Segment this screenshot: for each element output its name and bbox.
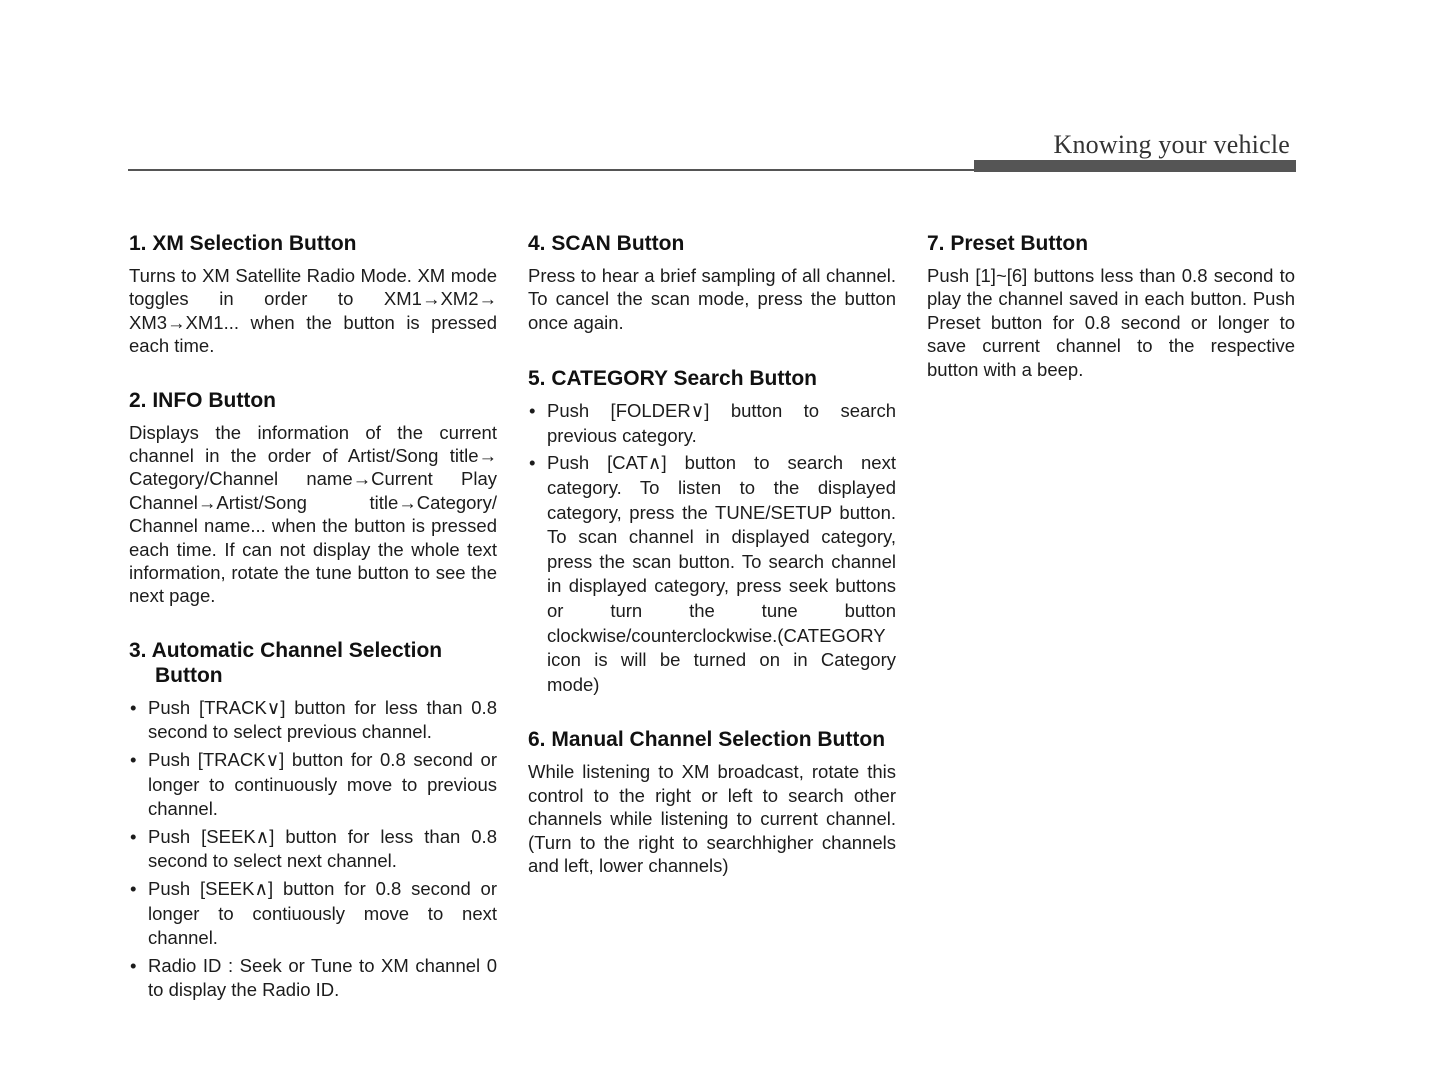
section-body: Push [1]~[6] buttons less than 0.8 second to play the channel saved in each button. Push Preset button for 0.8 second or longer to save current channel to the respective button with a beep. bbox=[927, 265, 1295, 380]
page-header-title: Knowing your vehicle bbox=[1053, 130, 1290, 159]
list-item bbox=[129, 696, 497, 745]
bullet-list bbox=[129, 696, 497, 1003]
list-item-text: Radio ID : Seek or Tune to XM channel 0 to display the Radio ID. bbox=[148, 954, 497, 1001]
bullet-dot: • bbox=[130, 749, 137, 771]
section-body: Turns to XM Satellite Radio Mode. XM mode toggles in order to XM1→XM2→ XM3→XM1... when the button is pressed each time. bbox=[129, 265, 497, 357]
column-2 bbox=[528, 231, 896, 907]
list-item-text: Push [SEEK∧] button for less than 0.8 second to select next channel. bbox=[148, 825, 497, 872]
list-item bbox=[129, 877, 497, 951]
section-title: 1. XM Selection Button bbox=[129, 232, 357, 255]
section-body: While listening to XM broadcast, rotate this control to the right or left to search other channels while listening to current channel. (Turn to the right to searchhigher channels and left, lower channels) bbox=[528, 761, 896, 876]
bullet-list bbox=[528, 399, 896, 697]
list-item-text: Push [TRACK∨] button for less than 0.8 second to select previous channel. bbox=[148, 696, 497, 743]
section-scan-button bbox=[528, 231, 896, 334]
section-info-button bbox=[129, 388, 497, 608]
section-title: 7. Preset Button bbox=[927, 232, 1089, 255]
bullet-dot: • bbox=[130, 954, 137, 976]
section-body: Displays the information of the current channel in the order of Artist/Song title→ Category/Channel name→Current Play Channel→Artist/Song title→Category/ Channel name... when the button is pressed each time. If can not display the whole text information, rotate the tune button to see the next page. bbox=[129, 421, 497, 607]
column-3 bbox=[927, 231, 1295, 411]
section-title: 5. CATEGORY Search Button bbox=[528, 367, 817, 391]
section-title: 6. Manual Channel Selection Button bbox=[528, 728, 886, 752]
section-manual-channel-selection bbox=[528, 727, 896, 877]
list-item bbox=[129, 954, 497, 1003]
list-item-text: Push [SEEK∧] button for 0.8 second or longer to contiuously move to next channel. bbox=[148, 878, 497, 949]
bullet-dot: • bbox=[130, 878, 137, 900]
bullet-dot: • bbox=[529, 452, 536, 474]
section-xm-selection-button bbox=[129, 231, 497, 358]
list-item-text: Push [TRACK∨] button for 0.8 second or longer to continuously move to previous channel. bbox=[148, 749, 497, 820]
section-title: 4. SCAN Button bbox=[528, 232, 685, 255]
list-item-text: Push [FOLDER∨] button to search previous category. bbox=[547, 400, 896, 446]
list-item-text: Push [CAT∧] button to search next category. To listen to the displayed category, press the TUNE/SETUP button. To scan channel in displayed category, press the scan button. To search channel in displayed category, press seek buttons or turn the tune button clockwise/counterclockwise.(CATEGORY icon is will be turned on in Category mode) bbox=[547, 452, 896, 695]
header-rule bbox=[128, 169, 974, 171]
list-item bbox=[528, 399, 896, 448]
section-title: 3. Automatic Channel Selection Button bbox=[129, 638, 443, 687]
header-accent-bar bbox=[974, 160, 1296, 172]
section-preset-button bbox=[927, 231, 1295, 381]
section-automatic-channel-selection bbox=[129, 638, 497, 1003]
list-item bbox=[129, 748, 497, 822]
section-body: Press to hear a brief sampling of all channel. To cancel the scan mode, press the button once again. bbox=[528, 265, 896, 333]
bullet-dot: • bbox=[130, 825, 137, 847]
bullet-dot: • bbox=[529, 400, 536, 422]
section-title: 2. INFO Button bbox=[129, 388, 276, 412]
bullet-dot: • bbox=[130, 696, 137, 718]
list-item bbox=[528, 451, 896, 697]
section-category-search-button bbox=[528, 366, 896, 697]
column-1 bbox=[129, 231, 497, 1033]
list-item bbox=[129, 825, 497, 874]
